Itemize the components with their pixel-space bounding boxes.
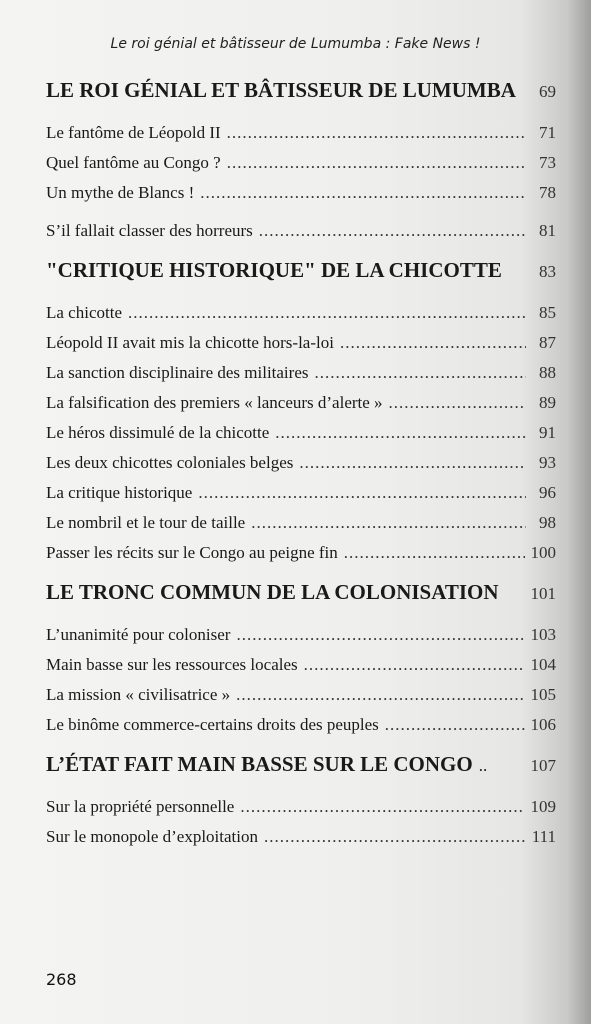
dot-leader xyxy=(128,298,526,328)
dot-leader xyxy=(240,792,524,822)
entry-page-number: 98 xyxy=(539,513,556,532)
entry-page-number: 96 xyxy=(539,483,556,502)
toc-entry xyxy=(46,620,556,650)
section-heading xyxy=(46,70,556,110)
toc-entry xyxy=(46,118,556,148)
entry-title: Le nombril et le tour de taille xyxy=(46,513,246,532)
section-heading xyxy=(46,572,556,612)
toc-entry xyxy=(46,178,556,208)
dot-leader xyxy=(344,538,525,568)
entry-page-number: 103 xyxy=(530,625,556,644)
toc-entry xyxy=(46,508,556,538)
entry-title: La falsification des premiers « lanceurs d’alerte » xyxy=(46,393,383,412)
entry-title: La critique historique xyxy=(46,483,193,502)
entry-page-number: 109 xyxy=(530,797,556,816)
entry-page-number: 88 xyxy=(539,363,556,382)
entry-title: Le binôme commerce-certains droits des peuples xyxy=(46,715,379,734)
entry-title: Le fantôme de Léopold II xyxy=(46,123,221,142)
entry-title: Les deux chicottes coloniales belges xyxy=(46,453,294,472)
section-title: "CRITIQUE HISTORIQUE" DE LA CHICOTTE xyxy=(46,258,502,282)
section-heading xyxy=(46,250,556,290)
dot-leader xyxy=(198,478,526,508)
page-number: 268 xyxy=(46,970,77,989)
dot-leader xyxy=(227,148,526,178)
toc-entry xyxy=(46,298,556,328)
dot-leader xyxy=(259,216,526,246)
dot-leader xyxy=(275,418,526,448)
entry-page-number: 73 xyxy=(539,153,556,172)
dot-leader xyxy=(304,650,525,680)
entry-page-number: 85 xyxy=(539,303,556,322)
entry-page-number: 81 xyxy=(539,221,556,240)
spacer xyxy=(46,208,556,216)
entry-page-number: 71 xyxy=(539,123,556,142)
toc-entry xyxy=(46,418,556,448)
dot-leader xyxy=(227,118,526,148)
entry-page-number: 78 xyxy=(539,183,556,202)
dot-leader xyxy=(314,358,526,388)
toc-entry xyxy=(46,448,556,478)
toc-entry xyxy=(46,538,556,568)
toc-entry xyxy=(46,792,556,822)
entry-title: Main basse sur les ressources locales xyxy=(46,655,298,674)
toc-entry xyxy=(46,680,556,710)
entry-title: La sanction disciplinaire des militaires xyxy=(46,363,309,382)
dot-leader xyxy=(200,178,526,208)
dot-leader xyxy=(251,508,526,538)
entry-title: Quel fantôme au Congo ? xyxy=(46,153,221,172)
section-leader: .. xyxy=(478,756,488,775)
entry-title: Sur le monopole d’exploitation xyxy=(46,827,258,846)
dot-leader xyxy=(236,680,524,710)
toc-entry xyxy=(46,328,556,358)
dot-leader xyxy=(236,620,524,650)
entry-page-number: 106 xyxy=(530,715,556,734)
entry-title: Un mythe de Blancs ! xyxy=(46,183,195,202)
dot-leader xyxy=(385,710,525,740)
toc-entry xyxy=(46,822,556,852)
toc-entry xyxy=(46,478,556,508)
entry-title: L’unanimité pour coloniser xyxy=(46,625,231,644)
section-page-number: 101 xyxy=(530,584,556,603)
toc-entry xyxy=(46,148,556,178)
dot-leader xyxy=(264,822,526,852)
entry-title: Sur la propriété personnelle xyxy=(46,797,235,816)
section-title: L’ÉTAT FAIT MAIN BASSE SUR LE CONGO xyxy=(46,752,473,776)
entry-title: Léopold II avait mis la chicotte hors-la-loi xyxy=(46,333,334,352)
toc-entry xyxy=(46,388,556,418)
dot-leader xyxy=(299,448,526,478)
entry-page-number: 89 xyxy=(539,393,556,412)
section-page-number: 69 xyxy=(539,82,556,101)
entry-page-number: 104 xyxy=(530,655,556,674)
section-heading xyxy=(46,744,556,784)
entry-page-number: 105 xyxy=(530,685,556,704)
section-title: LE TRONC COMMUN DE LA COLONISATION xyxy=(46,580,499,604)
section-page-number: 83 xyxy=(539,262,556,281)
toc-entry xyxy=(46,710,556,740)
section-title: LE ROI GÉNIAL ET BÂTISSEUR DE LUMUMBA xyxy=(46,78,516,102)
entry-title: Passer les récits sur le Congo au peigne fin xyxy=(46,543,338,562)
running-header: Le roi génial et bâtisseur de Lumumba : Fake News ! xyxy=(110,36,481,52)
toc-entry xyxy=(46,216,556,246)
entry-page-number: 93 xyxy=(539,453,556,472)
section-page-number: 107 xyxy=(530,756,556,775)
entry-title: La mission « civilisatrice » xyxy=(46,685,231,704)
entry-page-number: 91 xyxy=(539,423,556,442)
toc-entry xyxy=(46,650,556,680)
entry-page-number: 111 xyxy=(531,827,556,846)
entry-title: Le héros dissimulé de la chicotte xyxy=(46,423,270,442)
entry-title: S’il fallait classer des horreurs xyxy=(46,221,253,240)
dot-leader xyxy=(389,388,526,418)
dot-leader xyxy=(340,328,526,358)
entry-page-number: 100 xyxy=(530,543,556,562)
toc-entry xyxy=(46,358,556,388)
entry-page-number: 87 xyxy=(539,333,556,352)
entry-title: La chicotte xyxy=(46,303,122,322)
table-of-contents xyxy=(46,66,556,852)
